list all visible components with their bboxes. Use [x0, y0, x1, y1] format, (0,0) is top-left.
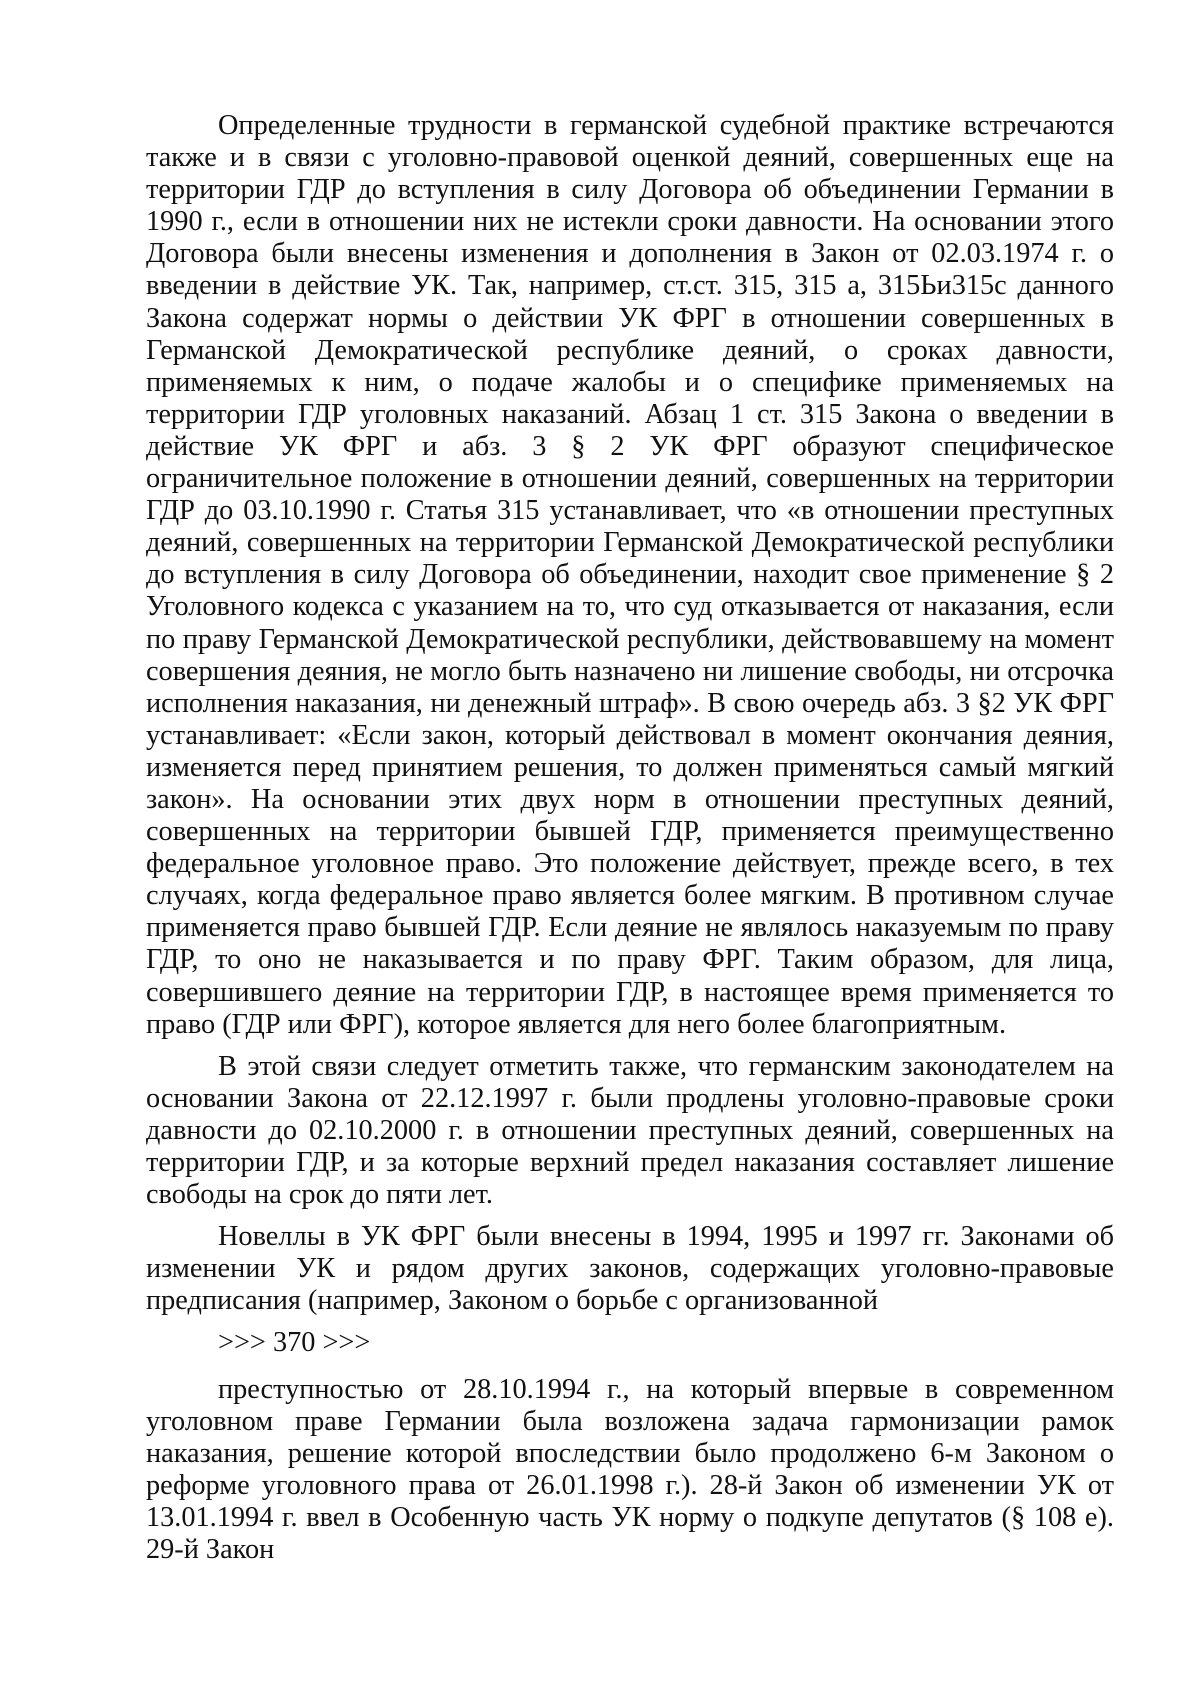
document-body	[146, 110, 1114, 1576]
paragraph: Определенные трудности в германской судебной практике встречаются также и в связи с уголовно-правовой оценкой деяний, совершенных еще на территории ГДР до вступления в силу Договора об объединении Германии в 1990 г., если в отношении них не истекли сроки давности. На основании этого Договора были внесены изменения и дополнения в Закон от 02.03.1974 г. о введении в действие УК. Так, например, ст.ст. 315, 315 а, 315Ьи315с данного Закона содержат нормы о действии УК ФРГ в отношении совершенных в Германской Демократической республике деяний, о сроках давности, применяемых к ним, о подаче жалобы и о специфике применяемых на территории ГДР уголовных наказаний. Абзац 1 ст. 315 Закона о введении в действие УК ФРГ и абз. 3 § 2 УК ФРГ образуют специфическое ограничительное положение в отношении деяний, совершенных на территории ГДР до 03.10.1990 г. Статья 315 устанавливает, что «в отношении преступных деяний, совершенных на территории Германской Демократической республики до вступления в силу Договора об объединении, находит свое применение § 2 Уголовного кодекса с указанием на то, что суд отказывается от наказания, если по праву Германской Демократической республики, действовавшему на момент совершения деяния, не могло быть назначено ни лишение свободы, ни отсрочка исполнения наказания, ни денежный штраф». В свою очередь абз. 3 §2 УК ФРГ устанавливает: «Если закон, который действовал в момент окончания деяния, изменяется перед принятием решения, то должен применяться самый мягкий закон». На основании этих двух норм в отношении преступных деяний, совершенных на территории бывшей ГДР, применяется преимущественно федеральное уголовное право. Это положение действует, прежде всего, в тех случаях, когда федеральное право является более мягким. В противном случае применяется право бывшей ГДР. Если деяние не являлось наказуемым по праву ГДР, то оно не наказывается и по праву ФРГ. Таким образом, для лица, совершившего деяние на территории ГДР, в настоящее время применяется то право (ГДР или ФРГ), которое является для него более благоприятным.	[146, 110, 1114, 1040]
paragraph: Новеллы в УК ФРГ были внесены в 1994, 1995 и 1997 гг. Законами об изменении УК и рядом других законов, содержащих уголовно-правовые предписания (например, Законом о борьбе с организованной	[146, 1221, 1114, 1317]
page-marker: >>> 370 >>>	[218, 1327, 371, 1359]
paragraph-continuation: преступностью от 28.10.1994 г., на который впервые в современном уголовном праве Германии была возложена задача гармонизации рамок наказания, решение которой впоследствии было продолжено 6-м Законом о реформе уголовного права от 26.01.1998 г.). 28-й Закон об изменении УК от 13.01.1994 г. ввел в Особенную часть УК норму о подкупе депутатов (§ 108 е). 29-й Закон	[146, 1373, 1114, 1566]
paragraph: В этой связи следует отметить также, что германским законодателем на основании Закона от 22.12.1997 г. были продлены уголовно-правовые сроки давности до 02.10.2000 г. в отношении преступных деяний, совершенных на территории ГДР, и за которые верхний предел наказания составляет лишение свободы на срок до пяти лет.	[146, 1050, 1114, 1211]
